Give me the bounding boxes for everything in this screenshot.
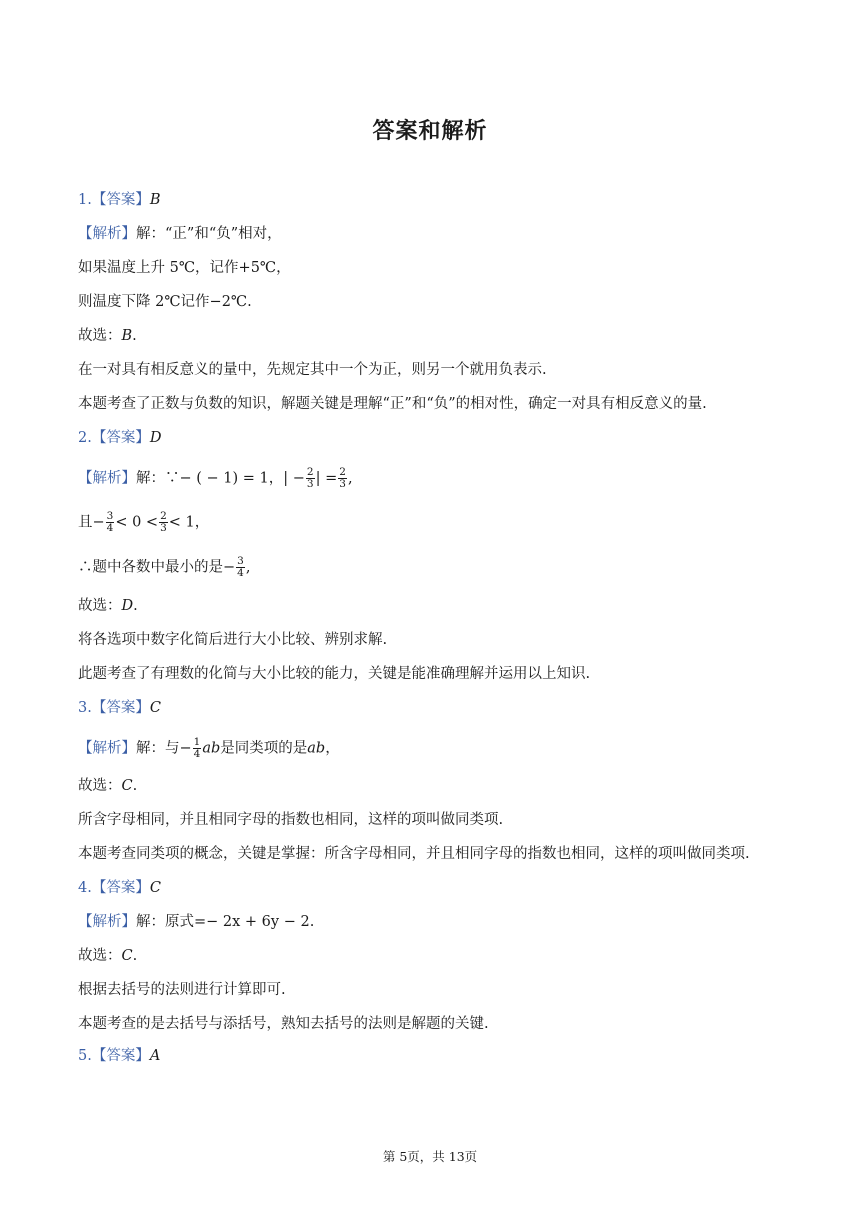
fraction-denominator: 3: [306, 478, 314, 490]
q2-expr-1a: ∵− ( − 1) = 1，| −: [165, 470, 305, 487]
q2-choice-line: [78, 596, 138, 616]
q3-choice-line: [78, 776, 137, 796]
q3-text-4: 本题考查同类项的概念，关键是掌握：所含字母相同，并且相同字母的指数也相同，这样的项叫做同类项.: [78, 846, 750, 862]
q1-text-5: 在一对具有相反意义的量中，先规定其中一个为正，则另一个就用负表示.: [78, 362, 547, 378]
q2-choice-label: 故选：: [78, 598, 122, 614]
q2-text-5: 将各选项中数字化简后进行大小比较、辨别求解.: [78, 632, 388, 648]
q2-choice-answer: D: [121, 598, 134, 614]
q3-choice-period: .: [132, 778, 138, 794]
q3-expr-c: 是同类项的是: [220, 740, 308, 757]
q2-choice-period: .: [133, 598, 138, 614]
q2-inequality-line: [78, 511, 209, 534]
q1-choice-answer: B: [121, 328, 133, 344]
q4-choice-period: .: [132, 948, 138, 964]
fraction-numerator: 3: [237, 555, 244, 567]
q1-text-2: 如果温度上升 5℃，记作+5℃，: [78, 260, 291, 276]
q1-text-3: 则温度下降 2℃记作−2℃.: [78, 294, 252, 310]
q3-analysis-tag: 【解析】: [78, 740, 136, 757]
q2-answer: D: [149, 430, 162, 446]
q2-conclusion-line: [78, 556, 250, 579]
page-footer: 第 5页，共 13页: [382, 1149, 478, 1164]
q3-fraction: [193, 737, 202, 760]
q2-number: 2.: [78, 430, 92, 446]
fraction-numerator: 2: [160, 510, 167, 522]
q2-expr-2a: 且−: [78, 514, 105, 531]
q3-number: 3.: [78, 700, 92, 716]
q2-expr-3b: ,: [245, 559, 251, 576]
fraction-numerator: 2: [306, 466, 314, 478]
fraction-denominator: 4: [193, 748, 201, 760]
q3-answer: C: [149, 700, 161, 716]
fraction-denominator: 3: [160, 522, 167, 534]
q2-analysis-line: [78, 467, 353, 490]
q5-number: 5.: [78, 1048, 92, 1064]
q2-expr-2b: < 0 <: [115, 514, 159, 531]
q1-analysis-tag: 【解析】: [78, 226, 136, 242]
q3-choice-label: 故选：: [78, 778, 122, 794]
q1-answer-line: [78, 190, 161, 210]
q5-answer-line: [78, 1046, 160, 1066]
q2-fraction: [159, 511, 168, 534]
q1-choice-line: [78, 326, 137, 346]
q5-answer: A: [149, 1048, 161, 1064]
q3-term: ab: [202, 740, 221, 757]
q4-choice-line: [78, 946, 137, 966]
q1-answer-tag: 【答案】: [91, 192, 150, 208]
q4-answer-tag: 【答案】: [91, 880, 150, 896]
q3-answer-line: [78, 698, 161, 718]
q2-expr-3a: ∴题中各数中最小的是−: [78, 559, 236, 576]
q4-answer: C: [149, 880, 161, 896]
q2-text-6: 此题考查了有理数的化简与大小比较的能力，关键是能准确理解并运用以上知识.: [78, 666, 591, 682]
q4-answer-line: [78, 878, 161, 898]
q2-answer-line: [78, 428, 161, 448]
q2-fraction: [106, 511, 115, 534]
q3-term-result: ab: [307, 740, 326, 757]
q1-choice-label: 故选：: [78, 328, 122, 344]
q4-jie: 解：: [136, 914, 165, 930]
fraction-numerator: 3: [106, 510, 114, 522]
fraction-denominator: 4: [106, 522, 114, 534]
q2-jie: 解：: [136, 470, 165, 487]
q1-text-1: “正”和“负”相对，: [165, 226, 282, 242]
page-title: 答案和解析: [372, 119, 488, 144]
q4-text-3: 根据去括号的法则进行计算即可.: [78, 982, 286, 998]
q4-choice-answer: C: [121, 948, 133, 964]
q3-choice-answer: C: [121, 778, 133, 794]
q1-jie: 解：: [136, 226, 165, 242]
q4-text-4: 本题考查的是去括号与添括号，熟知去括号的法则是解题的关键.: [78, 1016, 489, 1032]
q4-choice-label: 故选：: [78, 948, 122, 964]
q1-analysis-line: [78, 224, 282, 244]
q1-answer: B: [149, 192, 161, 208]
q2-fraction: [236, 556, 245, 579]
q1-number: 1.: [78, 192, 92, 208]
q2-expr-2c: < 1，: [168, 514, 210, 531]
fraction-denominator: 3: [339, 478, 346, 490]
q2-answer-tag: 【答案】: [91, 430, 150, 446]
fraction-numerator: 2: [339, 466, 346, 478]
q3-expr-a: 与−: [165, 740, 192, 757]
q2-expr-1b: | =: [315, 470, 338, 487]
q2-analysis-tag: 【解析】: [78, 470, 136, 487]
fraction-denominator: 4: [237, 567, 244, 579]
q4-number: 4.: [78, 880, 92, 896]
q3-analysis-line: [78, 737, 340, 760]
q4-analysis-tag: 【解析】: [78, 914, 136, 930]
q2-fraction: [306, 467, 315, 490]
q3-text-3: 所含字母相同，并且相同字母的指数也相同，这样的项叫做同类项.: [78, 812, 504, 828]
q4-expression: 原式=− 2x + 6y − 2.: [165, 914, 315, 930]
q3-jie: 解：: [136, 740, 165, 757]
q1-text-6: 本题考查了正数与负数的知识，解题关键是理解“正”和“负”的相对性，确定一对具有相反意义的量.: [78, 396, 707, 412]
fraction-numerator: 1: [193, 736, 201, 748]
q5-answer-tag: 【答案】: [91, 1048, 150, 1064]
q1-choice-period: .: [132, 328, 137, 344]
q3-expr-e: ，: [325, 740, 340, 757]
q3-answer-tag: 【答案】: [91, 700, 150, 716]
q2-expr-1c: ,: [347, 470, 353, 487]
q2-fraction: [338, 467, 347, 490]
q4-analysis-line: [78, 912, 314, 932]
